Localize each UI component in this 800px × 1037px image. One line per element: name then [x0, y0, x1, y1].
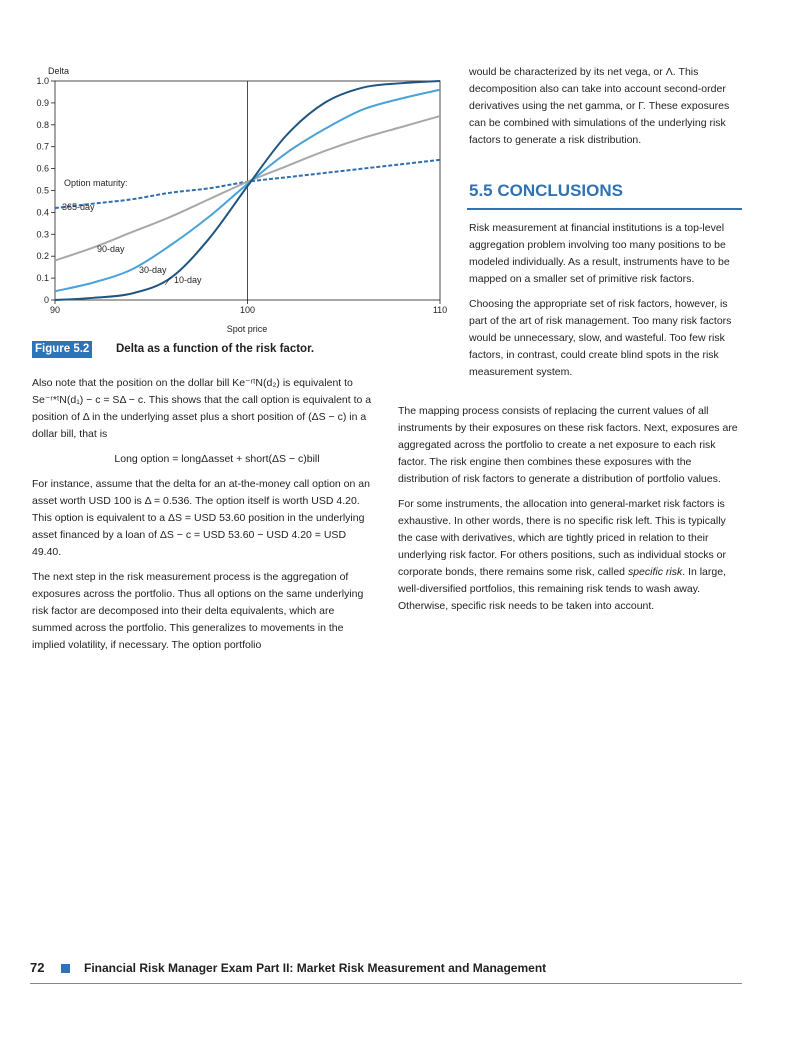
left-paragraph-2: For instance, assume that the delta for an at-the-money call option on an asset worth USD 100 is Δ = 0.536. The option itself is worth USD 4.20. This option is equivalent to a ΔS = USD 53.60 position in the underlying asset financed by a loan of ΔS − c = USD 53.60 − USD 4.20 = USD 49.40.	[32, 478, 370, 558]
delta-chart-svg	[22, 62, 462, 342]
y-tick-label: 0.3	[36, 229, 49, 240]
right-paragraph-4	[398, 496, 743, 615]
y-axis-title: Delta	[48, 66, 70, 76]
series-label-10-day: 10-day	[174, 275, 202, 285]
series-label-365-day: 365-day	[62, 202, 95, 212]
y-tick-label: 0.2	[36, 251, 49, 262]
figure-title: Delta as a function of the risk factor.	[116, 343, 315, 355]
y-tick-label: 0.8	[36, 119, 49, 130]
y-tick-label: 0.1	[36, 273, 49, 284]
right-column-top	[469, 64, 744, 157]
figure-label: Figure 5.2	[32, 341, 92, 358]
section-heading-rule	[467, 208, 742, 210]
right-paragraph-3: The mapping process consists of replacing the current values of all instruments by their exposures on these risk factors. Next, exposures are aggregated across the portfolio to create a net exposure to each risk factor. The risk engine then combines these exposures with the distribution of risk factors to generate a distribution of portfolio values.	[398, 405, 738, 485]
series-label-30-day: 30-day	[139, 265, 167, 275]
right-column-conclusions	[469, 220, 744, 389]
right-paragraph-1: Risk measurement at financial institutions is a top-level aggregation problem involving too many positions to be modeled individually. As a result, instruments have to be mapped on a smaller set of primitive risk factors.	[469, 222, 730, 285]
page-number: 72	[30, 960, 45, 975]
x-tick-label: 110	[432, 305, 448, 315]
series-label-90-day: 90-day	[97, 244, 125, 254]
x-axis-title: Spot price	[226, 324, 268, 334]
x-tick-label: 100	[239, 305, 256, 315]
y-tick-label: 0.6	[36, 163, 49, 174]
left-column	[32, 375, 372, 662]
right-column-lower	[398, 403, 743, 623]
y-tick-label: 0.7	[36, 141, 49, 152]
right-paragraph-4-part-a: For some instruments, the allocation into general-market risk factors is exhaustive. In other words, there is no specific risk left. This is typically the case with derivatives, which are tightly priced in relation to their underlying risk factor. For others positions, such as individual stocks or corporate bonds, there remains some risk, called	[398, 498, 726, 578]
footer-square-icon	[61, 964, 70, 973]
y-tick-label: 0	[43, 295, 49, 305]
section-heading: 5.5 CONCLUSIONS	[469, 181, 623, 200]
right-paragraph-2: Choosing the appropriate set of risk factors, however, is part of the art of risk management. Too many risk factors would be unnecessary, slow, and wasteful. Too few risk factors, in contrast, could create blind spots in the risk measurement system.	[469, 298, 732, 378]
legend-title: Option maturity:	[64, 178, 128, 188]
delta-chart	[22, 62, 462, 342]
specific-risk-term: specific risk	[627, 566, 683, 578]
footer-rule	[30, 983, 742, 984]
y-tick-label: 0.4	[36, 207, 49, 218]
x-tick-label: 90	[49, 305, 61, 315]
y-tick-label: 0.9	[36, 97, 49, 108]
left-paragraph-3: The next step in the risk measurement process is the aggregation of exposures across the portfolio. Thus all options on the same underlying risk factor are decomposed into their delta equivalents, which are summed across the portfolio. This generalizes to movements in the implied volatility, if necessary. The option portfolio	[32, 571, 364, 651]
y-tick-label: 0.5	[36, 185, 49, 196]
right-paragraph-0: would be characterized by its net vega, or Λ. This decomposition also can take into account second-order derivatives using the net gamma, or Γ. These exposures can be combined with simulations of the underlying risk factors to generate a risk distribution.	[469, 66, 730, 146]
right-paragraph-4-part-b: . In large, well-diversified portfolios, this remaining risk tends to wash away. Otherwise, specific risk needs to be taken into account.	[398, 566, 726, 612]
footer-title: Financial Risk Manager Exam Part II: Market Risk Measurement and Management	[84, 961, 547, 975]
delta-equivalent-formula: Long option = longΔasset + short(ΔS − c)bill	[114, 453, 320, 465]
left-paragraph-1: Also note that the position on the dollar bill Ke⁻ʳᵗN(d₂) is equivalent to Se⁻ʳ*ᵗN(d₁) − c = SΔ − c. This shows that the call option is equivalent to a position of Δ in the underlying asset plus a short position of (ΔS − c) in a dollar bill, that is	[32, 377, 372, 440]
y-tick-label: 1.0	[36, 76, 49, 86]
